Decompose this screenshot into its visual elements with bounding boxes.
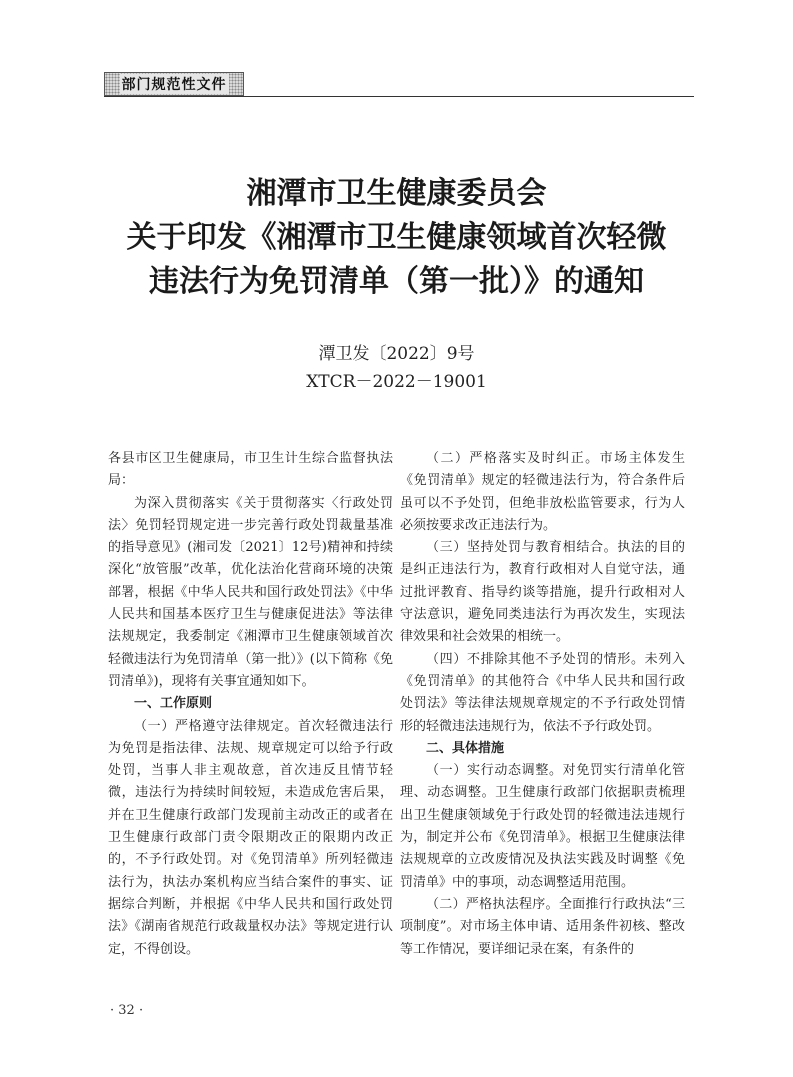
document-number-block bbox=[0, 340, 793, 396]
body-paragraph: 为深入贯彻落实《关于贯彻落实〈行政处罚法〉免罚轻罚规定进一步完善行政处罚裁量基准的指导意见》(湘司发〔2021〕12号)精神和持续深化“放管服”改革，优化法治化营商环境的决策部署，根据《中华人民共和国行政处罚法》《中华人民共和国基本医疗卫生与健康促进法》等法律法规规定，我委制定《湘潭市卫生健康领域首次轻微违法行为免罚清单（第一批）》(以下简称《免罚清单》)，现将有关事宜通知如下。 bbox=[108, 495, 393, 689]
right-column bbox=[400, 448, 685, 961]
body-paragraph: （二）严格执法程序。全面推行行政执法“三项制度”。对市场主体申请、适用条件初核、整改等工作情况，要详细记录在案，有条件的 bbox=[400, 896, 685, 957]
left-column bbox=[108, 448, 393, 961]
title-line-1: 湘潭市卫生健康委员会 bbox=[246, 176, 547, 211]
section-heading-measures: 二、具体措施 bbox=[426, 740, 505, 756]
header-divider bbox=[104, 96, 694, 97]
title-line-2: 关于印发《湘潭市卫生健康领域首次轻微 bbox=[126, 220, 667, 255]
section-header-label: 部门规范性文件 bbox=[120, 74, 229, 94]
document-number: 潭卫发〔2022〕9号 bbox=[318, 344, 475, 364]
body-paragraph: （一）严格遵守法律规定。首次轻微违法行为免罚是指法律、法规、规章规定可以给予行政处罚，当事人非主观故意，首次违反且情节轻微，违法行为持续时间较短，未造成危害后果，并在卫生健康行政部门发现前主动改正的或者在卫生健康行政部门责令限期改正的限期内改正的，不予行政处罚。对《免罚清单》所列轻微违法行为，执法办案机构应当结合案件的事实、证据综合判断，并根据《中华人民共和国行政处罚法》《湖南省规范行政裁量权办法》等规定进行认定，不得创设。 bbox=[108, 718, 393, 957]
body-paragraph: （一）实行动态调整。对免罚实行清单化管理、动态调整。卫生健康行政部门依据职责梳理出卫生健康领域免于行政处罚的轻微违法违规行为，制定并公布《免罚清单》。根据卫生健康法律法规规章的立改废情况及执法实践及时调整《免罚清单》中的事项，动态调整适用范围。 bbox=[400, 763, 685, 890]
registration-number: XTCR－2022－19001 bbox=[306, 372, 487, 392]
addressee-paragraph: 各县市区卫生健康局，市卫生计生综合监督执法局： bbox=[108, 451, 393, 489]
body-paragraph: （三）坚持处罚与教育相结合。执法的目的是纠正违法行为，教育行政相对人自觉守法，通过批评教育、指导约谈等措施，提升行政相对人守法意识，避免同类违法行为再次发生，实现法律效果和社会效果的相统一。 bbox=[400, 540, 685, 645]
document-title bbox=[60, 172, 733, 304]
title-line-3: 违法行为免罚清单（第一批）》的通知 bbox=[149, 264, 644, 299]
body-paragraph: （二）严格落实及时纠正。市场主体发生《免罚清单》规定的轻微违法行为，符合条件后虽可以不予处罚，但绝非放松监管要求，行为人必须按要求改正违法行为。 bbox=[400, 451, 685, 533]
section-heading-principles: 一、工作原则 bbox=[134, 696, 213, 712]
section-header-badge bbox=[104, 72, 244, 96]
page-number: · 32 · bbox=[110, 1003, 144, 1018]
body-paragraph: （四）不排除其他不予处罚的情形。未列入《免罚清单》的其他符合《中华人民共和国行政处罚法》等法律法规规章规定的不予行政处罚情形的轻微违法违规行为，依法不予行政处罚。 bbox=[400, 651, 685, 734]
